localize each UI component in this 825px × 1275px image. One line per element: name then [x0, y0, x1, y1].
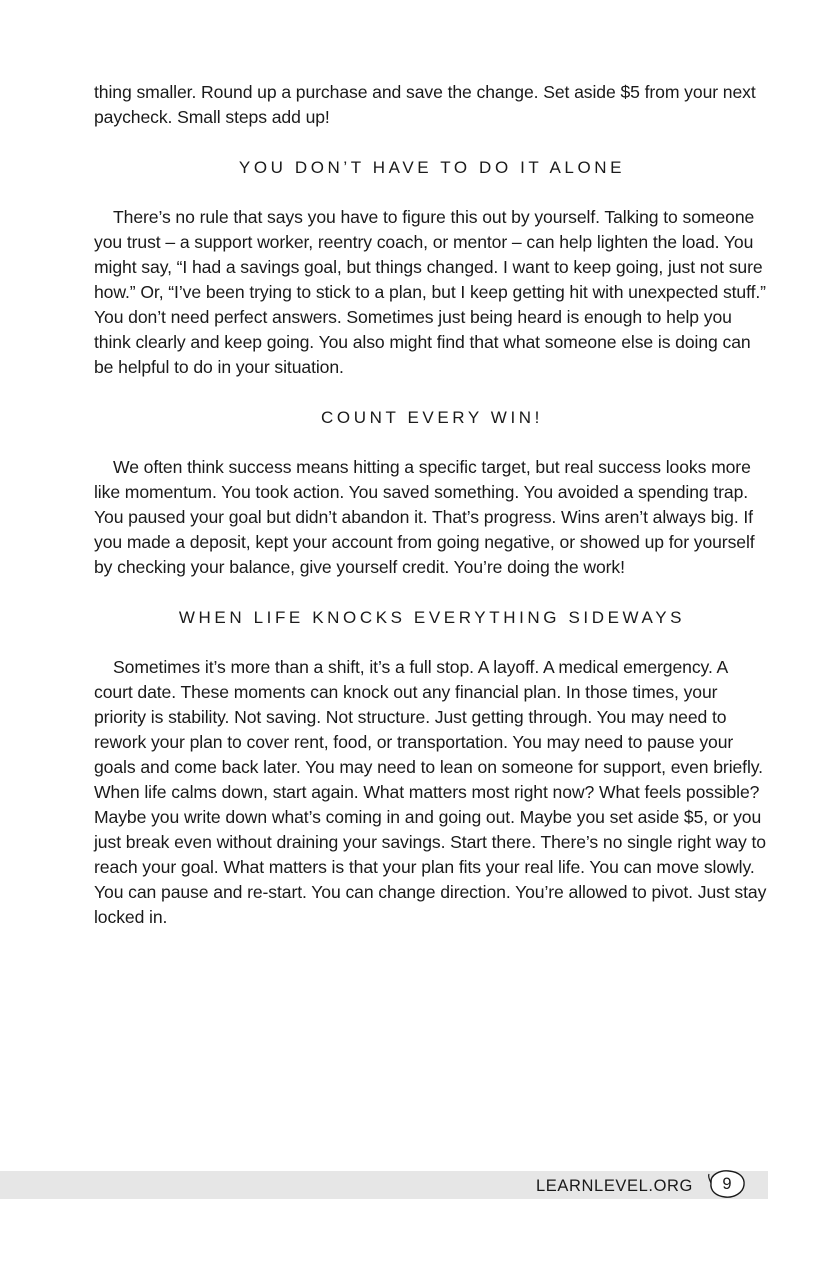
- intro-paragraph: thing smaller. Round up a purchase and save the change. Set aside $5 from your next paycheck. Small steps add up!: [94, 82, 756, 127]
- heading-when-life-knocks: WHEN LIFE KNOCKS EVERYTHING SIDEWAYS: [178, 608, 686, 627]
- paragraph-do-it-alone: There’s no rule that says you have to figure this out by yourself. Talking to someone you trust – a support worker, reentry coach, or mentor – can help lighten the load. You might say, “I had a savings goal, but things changed. I want to keep going, just not sure how.” Or, “I’ve been trying to stick to a plan, but I keep getting hit with unexpected stuff.” You don’t need perfect answers. Sometimes just being heard is enough to help you think clearly and keep going. You also might find that what someone else is doing can be helpful to do in your situation.: [94, 207, 766, 377]
- page-number-badge: [707, 1168, 747, 1200]
- paragraph-count-every-win: We often think success means hitting a specific target, but real success looks more like momentum. You took action. You saved something. You avoided a spending trap. You paused your goal but didn’t abandon it. That’s progress. Wins aren’t always big. If you made a deposit, kept your account from going negative, or showed up for yourself by checking your balance, give yourself credit. You’re doing the work!: [94, 457, 755, 577]
- heading-count-every-win: COUNT EVERY WIN!: [321, 408, 543, 427]
- page-content: [94, 80, 770, 930]
- heading-you-dont-have-to-do-it-alone: YOU DON’T HAVE TO DO IT ALONE: [238, 158, 626, 177]
- footer-site-url: LEARNLEVEL.ORG: [536, 1177, 693, 1195]
- paragraph-when-life-knocks: Sometimes it’s more than a shift, it’s a full stop. A layoff. A medical emergency. A court date. These moments can knock out any financial plan. In those times, your priority is stability. Not saving. Not structure. Just getting through. You may need to rework your plan to cover rent, food, or transportation. You may need to pause your goals and come back later. You may need to lean on someone for support, even briefly. When life calms down, start again. What matters most right now? What feels possible? Maybe you write down what’s coming in and going out. Maybe you set aside $5, or you just break even without draining your savings. Start there. There’s no single right way to reach your goal. What matters is that your plan fits your real life. You can move slowly. You can pause and re-start. You can change direction. You’re allowed to pivot. Just stay locked in.: [94, 657, 767, 927]
- page-number: 9: [722, 1175, 732, 1193]
